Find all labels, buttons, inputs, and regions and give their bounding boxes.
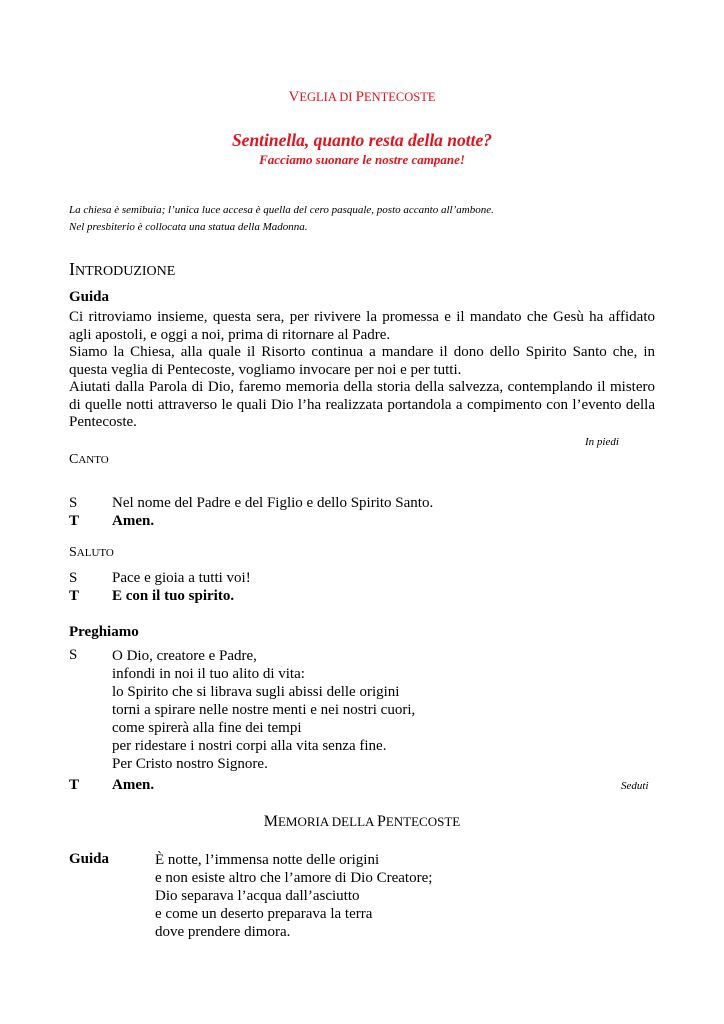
role-label: T <box>69 588 80 604</box>
introduzione-text <box>69 309 655 432</box>
role-text: E con il tuo spirito. <box>112 588 235 604</box>
rubric-line-2: Nel presbiterio è collocata una statua della Madonna. <box>69 221 308 233</box>
speaker-guida: Guida <box>69 289 110 305</box>
prayer-line: torni a spirare nelle nostre menti e nei nostri cuori, <box>112 702 416 718</box>
posture-rubric: Seduti <box>621 780 649 792</box>
document-subtitle: Sentinella, quanto resta della notte? <box>231 130 493 150</box>
memoria-line: e non esiste altro che l’amore di Dio Creatore; <box>155 870 433 886</box>
prayer-line: lo Spirito che si librava sugli abissi delle origini <box>112 684 400 700</box>
introduzione-paragraph: Aiutati dalla Parola di Dio, faremo memoria della storia della salvezza, contemplando il mistero di quelle notti attraverso le quali Dio l’ha realizzata portandola a compimento con l’evento della Pentecoste. <box>69 379 655 430</box>
memoria-line: È notte, l’immensa notte delle origini <box>155 852 380 868</box>
role-label: S <box>69 647 78 663</box>
section-heading-introduzione: INTRODUZIONE <box>69 259 176 279</box>
section-heading-memoria: MEMORIA DELLA PENTECOSTE <box>263 813 461 830</box>
role-text: Pace e gioia a tutti voi! <box>112 570 251 586</box>
section-heading-canto: CANTO <box>69 452 109 467</box>
role-label: T <box>69 777 80 793</box>
role-text: Amen. <box>112 513 155 529</box>
memoria-line: Dio separava l’acqua dall’asciutto <box>155 888 360 904</box>
introduzione-paragraph: Siamo la Chiesa, alla quale il Risorto continua a mandare il dono dello Spirito Santo che, in questa veglia di Pentecoste, vogliamo invocare per noi e per tutti. <box>69 344 655 378</box>
memoria-text <box>155 851 432 941</box>
prayer-line: per ridestare i nostri corpi alla vita senza fine. <box>112 738 387 754</box>
section-heading-preghiamo: Preghiamo <box>69 624 139 640</box>
prayer-line: O Dio, creatore e Padre, <box>112 648 257 664</box>
role-label: S <box>69 495 78 511</box>
introduzione-paragraph: Ci ritroviamo insieme, questa sera, per rivivere la promessa e il mandato che Gesù ha affidato agli apostoli, e oggi a noi, prima di ritornare al Padre. <box>69 309 655 343</box>
section-heading-saluto: SALUTO <box>69 545 114 560</box>
document-title: VEGLIA DI PENTECOSTE <box>288 89 436 105</box>
role-label: S <box>69 570 78 586</box>
role-label: T <box>69 513 80 529</box>
role-text: Nel nome del Padre e del Figlio e dello Spirito Santo. <box>112 495 434 511</box>
memoria-line: e come un deserto preparava la terra <box>155 906 373 922</box>
speaker-guida: Guida <box>69 851 110 867</box>
posture-rubric: In piedi <box>585 436 619 448</box>
prayer-line: come spirerà alla fine dei tempi <box>112 720 302 736</box>
prayer-text <box>112 647 415 773</box>
prayer-line: infondi in noi il tuo alito di vita: <box>112 666 305 682</box>
rubric-line-1: La chiesa è semibuia; l’unica luce accesa è quella del cero pasquale, posto accanto all’ambone. <box>69 204 494 216</box>
document-tagline: Facciamo suonare le nostre campane! <box>259 152 465 167</box>
memoria-line: dove prendere dimora. <box>155 924 291 940</box>
prayer-line: Per Cristo nostro Signore. <box>112 756 268 772</box>
role-text: Amen. <box>112 777 155 793</box>
